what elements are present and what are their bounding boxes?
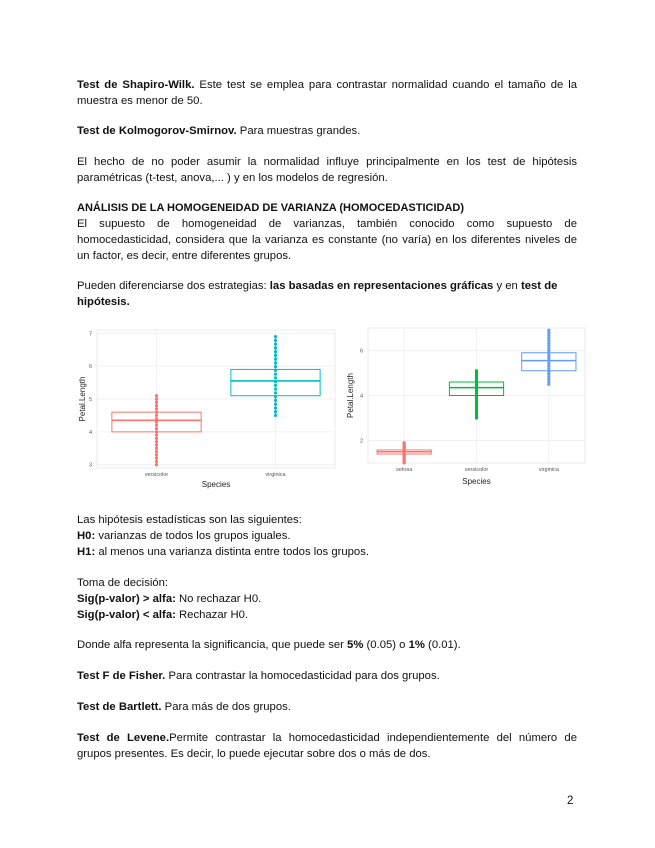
kolmogorov-paragraph — [77, 123, 577, 139]
data-point — [274, 335, 277, 338]
data-point — [274, 391, 277, 394]
data-point — [274, 395, 277, 398]
levene-title: Test de Levene. — [77, 732, 170, 744]
boxplot-chart-three-species — [343, 323, 588, 488]
normality-note: El hecho de no poder asumir la normalidad influye principalmente en los test de hipótesis paramétricas (t-test, anova,... ) y en los modelos de regresión. — [77, 156, 577, 184]
data-point — [155, 450, 158, 453]
data-point — [155, 460, 158, 463]
data-point — [547, 329, 550, 332]
x-axis-label: Species — [462, 477, 491, 486]
hypotheses-intro: Las hipótesis estadísticas son las siguientes: — [77, 514, 302, 526]
data-point — [274, 403, 277, 406]
x-tick-label: virginica — [265, 472, 286, 478]
data-point — [274, 399, 277, 402]
alpha-one: 1% — [408, 639, 425, 651]
alpha-one-paren: (0.01). — [424, 639, 461, 651]
bartlett-paragraph — [77, 699, 577, 715]
h1-label: H1: — [77, 546, 96, 558]
h0-line — [77, 528, 577, 544]
data-point — [274, 361, 277, 364]
x-tick-label: virginica — [538, 467, 559, 473]
rule2-text: Rechazar H0. — [175, 609, 249, 621]
strategies-pre: Pueden diferenciarse dos estrategias: — [77, 280, 270, 292]
data-point — [155, 434, 158, 437]
strategies-paragraph — [77, 278, 577, 310]
data-point — [155, 401, 158, 404]
y-tick-label: 2 — [359, 438, 363, 445]
data-point — [274, 380, 277, 383]
decision-rule-1 — [77, 591, 577, 607]
y-tick-label: 5 — [88, 397, 92, 403]
data-point — [274, 346, 277, 349]
y-tick-label: 4 — [359, 393, 363, 400]
y-tick-label: 3 — [88, 462, 92, 469]
y-tick-label: 4 — [88, 429, 92, 436]
homocedasticity-heading: ANÁLISIS DE LA HOMOGENEIDAD DE VARIANZA (HOMOCEDASTICIDAD) — [77, 202, 465, 214]
data-point — [274, 414, 277, 417]
decision-intro: Toma de decisión: — [77, 577, 169, 589]
x-tick-label: versicolor — [464, 467, 489, 473]
shapiro-title: Test de Shapiro-Wilk. — [77, 79, 195, 91]
y-axis-label: Petal.Length — [78, 376, 87, 422]
fisher-text: Para contrastar la homocedasticidad para dos grupos. — [165, 670, 440, 682]
strategies-mid: y en — [493, 280, 521, 292]
y-tick-label: 6 — [88, 364, 92, 371]
data-point — [274, 358, 277, 361]
homocedasticity-text: El supuesto de homogeneidad de varianzas, también conocido como supuesto de homocedasticidad, considera que la varianza es constante (no varía) en los diferentes niveles de un factor, es decir, entre diferentes grupos. — [77, 218, 577, 262]
bartlett-title: Test de Bartlett. — [77, 701, 162, 713]
data-point — [274, 342, 277, 345]
data-point — [155, 411, 158, 414]
data-point — [155, 443, 158, 446]
page-number: 2 — [567, 795, 574, 807]
data-point — [274, 384, 277, 387]
h0-label: H0: — [77, 530, 96, 542]
data-point — [155, 427, 158, 430]
strategies-test: test de hipótesis. — [77, 280, 558, 308]
h0-text: varianzas de todos los grupos iguales. — [95, 530, 291, 542]
levene-paragraph — [77, 730, 577, 762]
data-point — [155, 394, 158, 397]
y-tick-label: 6 — [359, 348, 363, 355]
data-point — [155, 453, 158, 456]
kolmogorov-title: Test de Kolmogorov-Smirnov. — [77, 125, 237, 137]
data-point — [274, 388, 277, 391]
data-point — [274, 354, 277, 357]
data-point — [155, 447, 158, 450]
alpha-paragraph — [77, 637, 577, 653]
boxplot-chart-two-species — [77, 322, 339, 492]
h1-text: al menos una varianza distinta entre todos los grupos. — [95, 546, 369, 558]
data-point — [274, 350, 277, 353]
alpha-pre: Donde alfa representa la significancia, que puede ser — [77, 639, 348, 651]
data-point — [274, 339, 277, 342]
x-tick-label: setosa — [396, 467, 413, 473]
x-tick-label: versicolor — [144, 472, 169, 478]
data-point — [475, 369, 478, 372]
shapiro-paragraph — [77, 77, 577, 109]
rule2-label: Sig(p-valor) < alfa: — [77, 609, 176, 621]
data-point — [155, 417, 158, 420]
fisher-paragraph — [77, 668, 577, 684]
data-point — [155, 414, 158, 417]
alpha-five: 5% — [347, 639, 364, 651]
data-point — [274, 376, 277, 379]
y-axis-label: Petal.Length — [346, 373, 355, 418]
data-point — [155, 457, 158, 460]
data-point — [155, 463, 158, 466]
x-axis-label: Species — [201, 480, 231, 489]
data-point — [155, 440, 158, 443]
h1-line — [77, 544, 577, 560]
alpha-five-paren: (0.05) o — [363, 639, 409, 651]
rule1-text: No rechazar H0. — [175, 593, 262, 605]
kolmogorov-text: Para muestras grandes. — [236, 125, 361, 137]
levene-text: Permite contrastar la homocedasticidad independientemente del número de grupos presentes. Es decir, lo puede ejecutar sobre dos o más de dos. — [77, 732, 577, 760]
y-tick-label: 7 — [88, 331, 92, 338]
data-point — [274, 410, 277, 413]
data-point — [155, 404, 158, 407]
data-point — [155, 424, 158, 427]
data-point — [155, 437, 158, 440]
rule1-label: Sig(p-valor) > alfa: — [77, 593, 176, 605]
data-point — [274, 365, 277, 368]
data-point — [155, 420, 158, 423]
data-point — [155, 430, 158, 433]
bartlett-text: Para más de dos grupos. — [161, 701, 291, 713]
shapiro-text: Este test se emplea para contrastar normalidad cuando el tamaño de la muestra es menor de 50. — [77, 79, 577, 107]
data-point — [274, 406, 277, 409]
data-point — [155, 407, 158, 410]
fisher-title: Test F de Fisher. — [77, 670, 166, 682]
data-point — [403, 441, 406, 444]
data-point — [155, 397, 158, 400]
strategies-graphic: las basadas en representaciones gráficas — [269, 280, 494, 292]
decision-rule-2 — [77, 607, 577, 623]
data-point — [274, 369, 277, 372]
data-point — [274, 373, 277, 376]
